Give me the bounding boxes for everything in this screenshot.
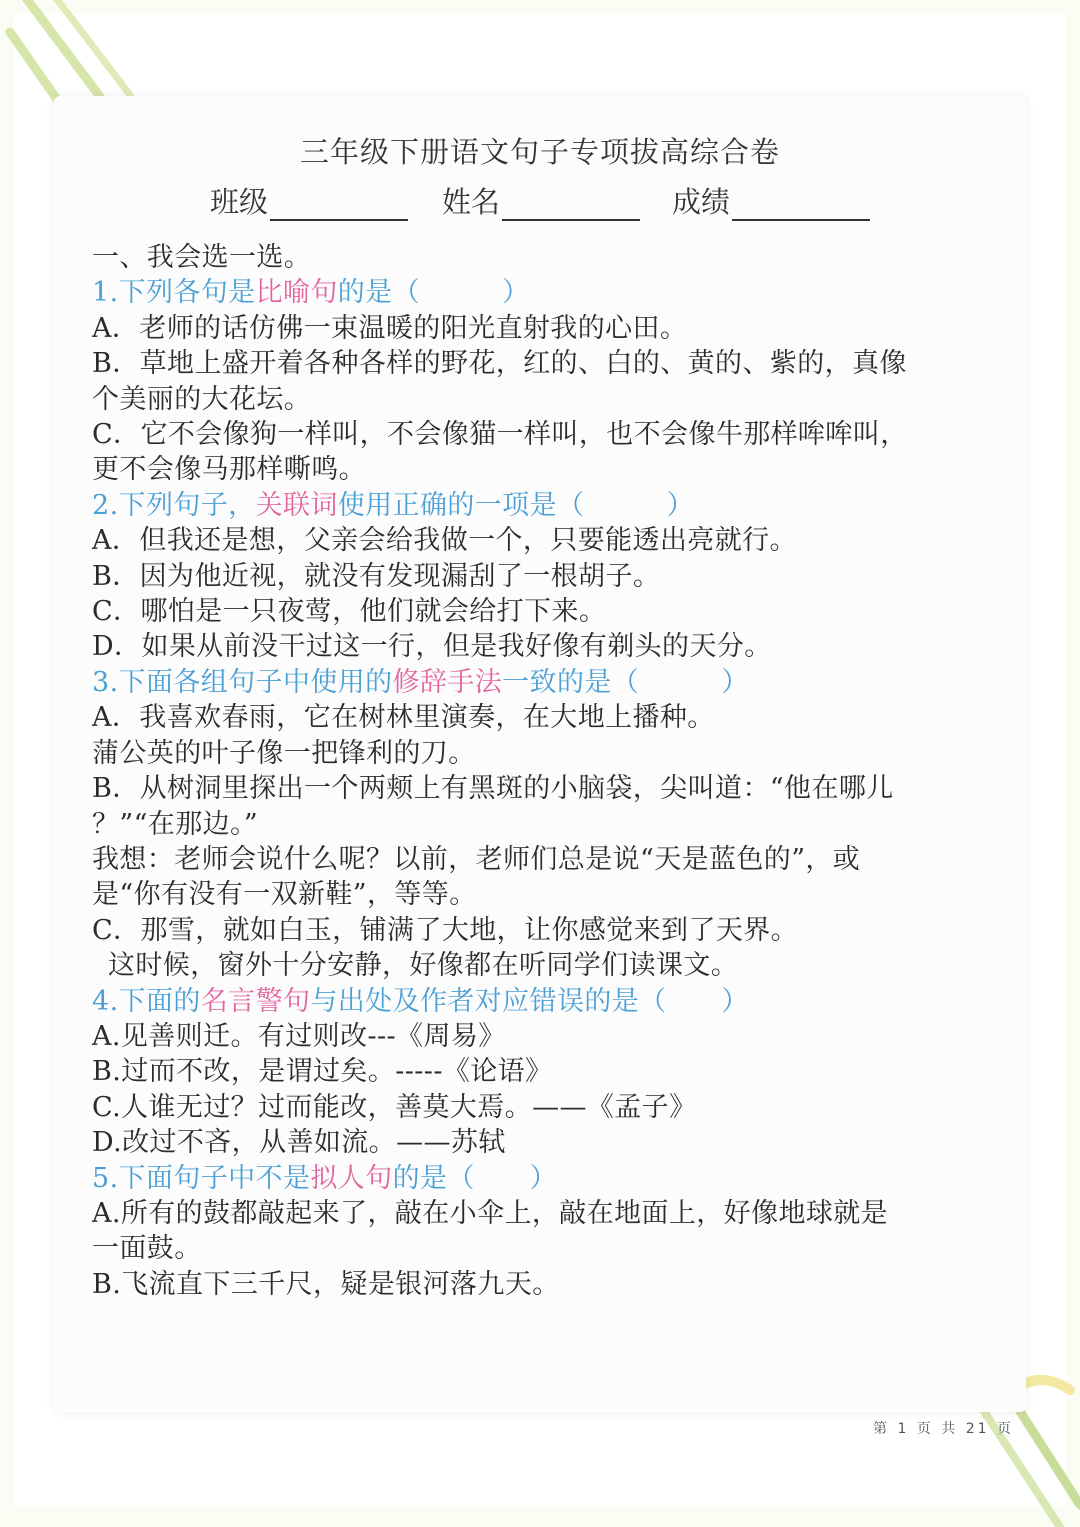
- option-line: ？”“在那边。”: [92, 808, 259, 840]
- question-keyword: 拟人句: [310, 1162, 393, 1194]
- question-keyword: 修辞手法: [392, 666, 503, 698]
- question-keyword: 名言警句: [200, 985, 311, 1017]
- option-line: 蒲公英的叶子像一把锋利的刀。: [92, 737, 476, 769]
- option-line: C．哪怕是一只夜莺，他们就会给打下来。: [92, 596, 607, 628]
- option-line: C．它不会像狗一样叫，不会像猫一样叫，也不会像牛那样哞哞叫，: [92, 419, 908, 451]
- page-number: 第 1 页 共 21 页: [873, 1421, 1014, 1437]
- option-line: 这时候，窗外十分安静，好像都在听同学们读课文。: [108, 950, 739, 982]
- score-blank: [732, 191, 870, 221]
- option-line: A.所有的鼓都敲起来了，敲在小伞上，敲在地面上，好像地球就是: [92, 1197, 889, 1229]
- option-line: 我想：老师会说什么呢？以前，老师们总是说“天是蓝色的”，或: [92, 843, 861, 875]
- option-line: B．从树洞里探出一个两颊上有黑斑的小脑袋，尖叫道：“他在哪儿: [92, 773, 894, 805]
- class-blank: [270, 191, 408, 221]
- option-line: 是“你有没有一双新鞋”，等等。: [92, 879, 477, 911]
- score-label: 成绩: [672, 185, 731, 219]
- option-line: C．那雪，就如白玉，铺满了大地，让你感觉来到了天界。: [92, 914, 799, 946]
- question-text: 的是（ ）: [392, 1162, 557, 1194]
- question-keyword: 关联词: [255, 489, 338, 521]
- option-line: D．如果从前没干过这一行，但是我好像有剃头的天分。: [92, 631, 772, 663]
- question-text: 2.下列句子，: [92, 489, 256, 521]
- option-line: B.过而不改，是谓过矣。-----《论语》: [92, 1056, 553, 1088]
- option-line: B．因为他近视，就没有发现漏刮了一根胡子。: [92, 560, 661, 592]
- name-label: 姓名: [442, 185, 501, 219]
- student-info-row: [210, 180, 910, 220]
- worksheet-content: [92, 240, 982, 1302]
- question-2: [92, 488, 982, 523]
- question-3: [92, 665, 982, 700]
- page-title: 三年级下册语文句子专项拔高综合卷: [299, 135, 780, 169]
- question-text: 使用正确的一项是（ ）: [337, 489, 694, 521]
- section-heading: 一、我会选一选。: [92, 242, 312, 273]
- score-field: [672, 180, 870, 221]
- class-label: 班级: [210, 185, 269, 219]
- option-line: A．我喜欢春雨，它在树林里演奏，在大地上播种。: [92, 702, 715, 734]
- question-keyword: 比喻句: [255, 277, 338, 309]
- question-text: 一致的是（ ）: [502, 666, 749, 698]
- question-4: [92, 984, 982, 1019]
- option-line: B.飞流直下三千尺，疑是银河落九天。: [92, 1268, 560, 1300]
- question-text: 与出处及作者对应错误的是（ ）: [310, 985, 749, 1017]
- option-line: A.见善则迁。有过则改---《周易》: [92, 1020, 506, 1052]
- option-line: B．草地上盛开着各种各样的野花，红的、白的、黄的、紫的，真像: [92, 348, 907, 380]
- question-text: 4.下面的: [92, 985, 201, 1017]
- question-text: 的是（ ）: [337, 277, 530, 309]
- class-field: [210, 180, 408, 221]
- option-line: A．但我还是想，父亲会给我做一个，只要能透出亮就行。: [92, 525, 797, 557]
- question-1: [92, 275, 982, 310]
- option-line: C.人谁无过？过而能改，善莫大焉。——《孟子》: [92, 1091, 697, 1123]
- option-line: A．老师的话仿佛一束温暖的阳光直射我的心田。: [92, 312, 688, 344]
- option-line: 个美丽的大花坛。: [92, 383, 312, 415]
- name-field: [442, 180, 640, 221]
- question-text: 1.下列各句是: [92, 277, 256, 309]
- question-5: [92, 1161, 982, 1196]
- question-text: 3.下面各组句子中使用的: [92, 666, 393, 698]
- option-line: 更不会像马那样嘶鸣。: [92, 454, 366, 486]
- option-line: D.改过不吝，从善如流。——苏轼: [92, 1127, 506, 1159]
- name-blank: [502, 191, 640, 221]
- question-text: 5.下面句子中不是: [92, 1162, 311, 1194]
- option-line: 一面鼓。: [92, 1233, 202, 1265]
